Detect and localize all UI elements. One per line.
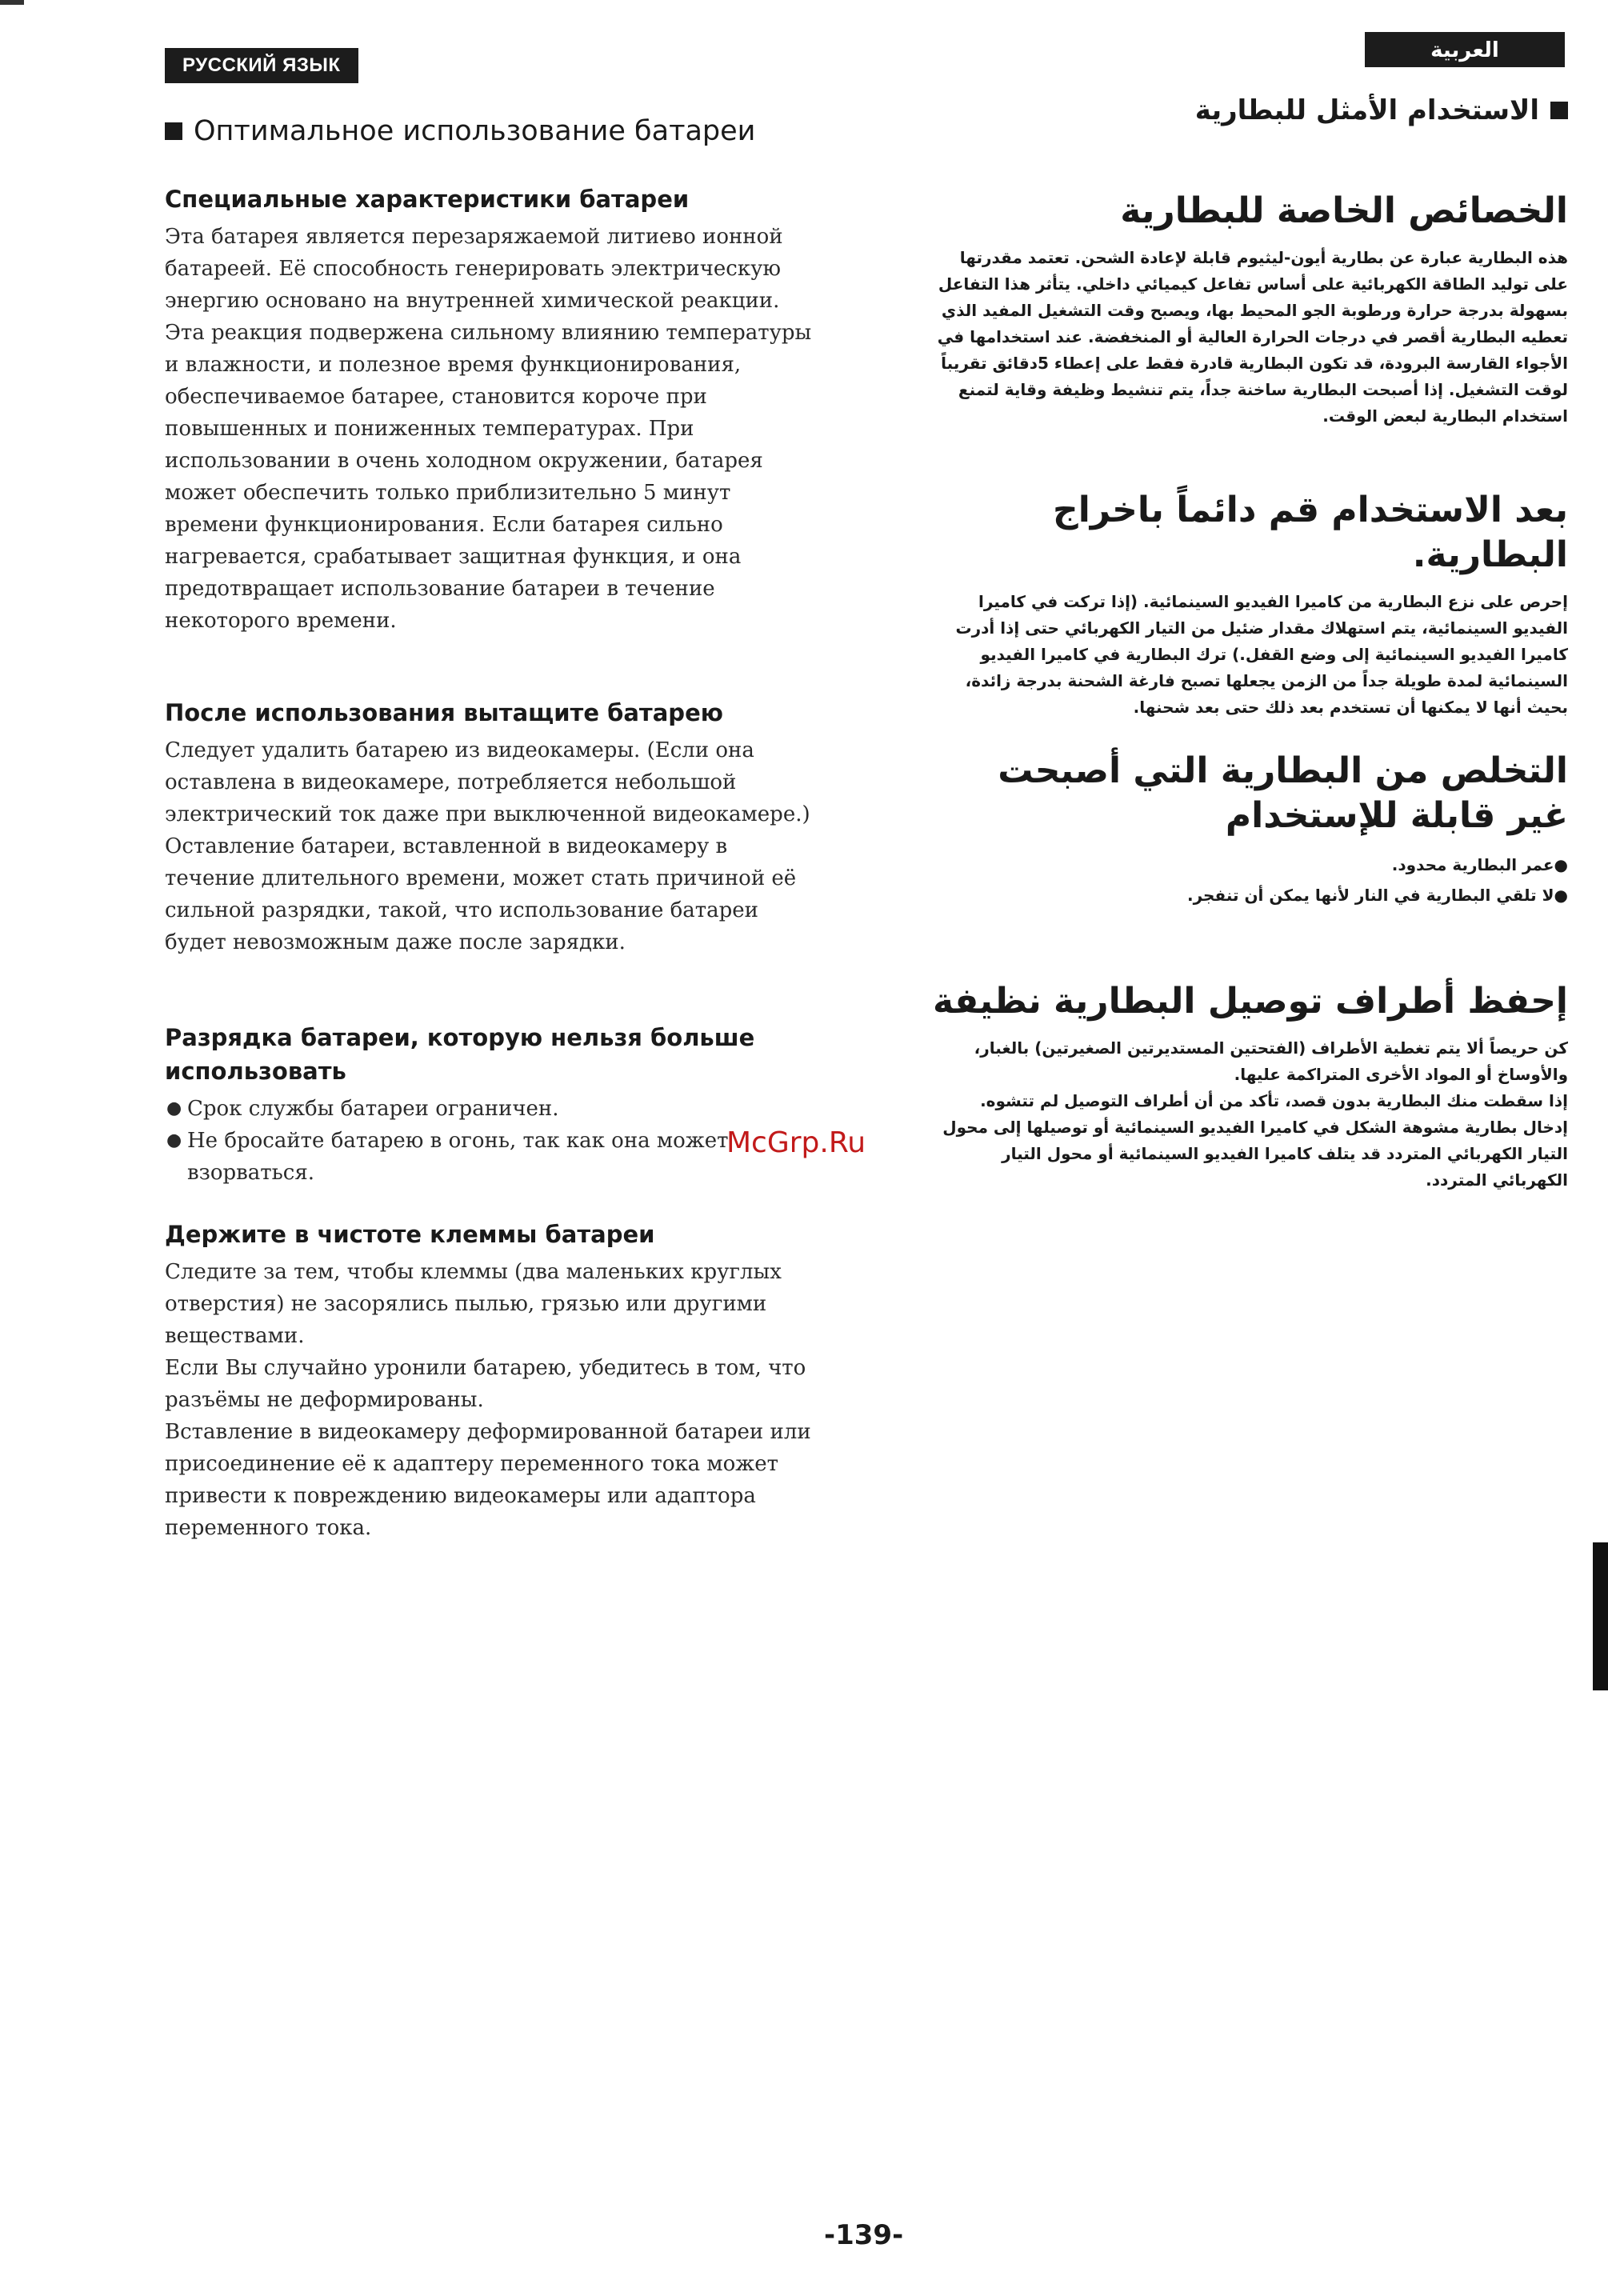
ar-section-heading: الخصائص الخاصة للبطارية: [1120, 190, 1568, 231]
list-item: ● Не бросайте батарею в огонь, так как она может взорваться.: [165, 1125, 813, 1189]
ar-section-text: إدخال بطارية مشوهة الشكل في كاميرا الفيديو السينمائية أو توصيلها إلى محول التيار الكهربائي المتردد قد يتلف كاميرا الفيديو السينمائية أو محول التيار الكهربائي المتردد.: [942, 1118, 1568, 1190]
russian-main-title-text: Оптимальное использование батареи: [194, 115, 756, 147]
ar-section-clean-terminals: [928, 979, 1568, 1194]
ru-bullet-list: [165, 1093, 813, 1189]
ar-section-remove-battery: [928, 488, 1568, 721]
language-tab-russian: РУССКИЙ ЯЗЫК: [165, 48, 358, 83]
ar-section-battery-characteristics: [928, 189, 1568, 430]
ru-section-text: Эта батарея является перезаряжаемой литиево ионной батареей. Её способность генерировать электрическую энергию основано на внутренней химической реакции. Эта реакция подвержена сильному влиянию температуры и влажности, и полезное время функционирования, обеспечиваемое батарее, становится короче при повышенных и пониженных температурах. При использовании в очень холодном окружении, батарея может обеспечить только приблизительно 5 минут времени функционирования. Если батарея сильно нагревается, срабатывает защитная функция, и она предотвращает использование батареи в течение некоторого времени.: [165, 225, 812, 633]
ru-section-text: Следует удалить батарею из видеокамеры. (Если она оставлена в видеокамере, потребляется небольшой электрический ток даже при выключенной видеокамере.) Оставление батареи, вставленной в видеокамеру в течение длительного времени, может стать причиной её сильной разрядки, такой, что использование батареи будет невозможным даже после зарядки.: [165, 738, 810, 954]
ar-bullet-list: [928, 850, 1568, 910]
language-tab-arabic: العربية: [1365, 32, 1565, 67]
square-bullet-icon: [165, 122, 182, 140]
ar-section-heading: بعد الاستخدام قم دائماً باخراج البطارية.: [1052, 490, 1568, 575]
ru-section-heading: Специальные характеристики батареи: [165, 186, 690, 213]
arabic-main-title: [1195, 94, 1568, 126]
list-item: ● Срок службы батареи ограничен.: [165, 1093, 813, 1125]
ar-section-text: كن حريصاً ألا يتم تغطية الأطراف (الفتحتين المستديرتين الصغيرتين) بالغبار، والأوساخ أو المواد الأخرى المتراكمة عليها.: [974, 1038, 1568, 1084]
arabic-main-title-text: الاستخدام الأمثل للبطارية: [1194, 94, 1539, 126]
bullet-dot-icon: ●: [166, 1098, 182, 1118]
ar-section-text: هذه البطارية عبارة عن بطارية أيون-ليثيوم قابلة لإعادة الشحن. تعتمد مقدرتها على توليد الطاقة الكهربائية على أساس تفاعل كيميائي داخلي. يتأثر هذا التفاعل بسهولة بدرجة حرارة ورطوبة الجو المحيط بها، ويصبح وقت التشغيل المفيد الذي تعطيه البطارية أقصر في درجات الحرارة العالية أو المنخفضة. عند استخدامها في الأجواء القارسة البرودة، قد تكون البطارية قادرة فقط على إعطاء 5دقائق تقريباً لوقت التشغيل. إذا أصبحت البطارية ساخنة جداً، يتم تنشيط وظيفة وقاية لتمنع استخدام البطارية لبعض الوقت.: [937, 248, 1568, 426]
bullet-dot-icon: ●: [1554, 855, 1568, 874]
bullet-dot-icon: ●: [166, 1130, 182, 1150]
ru-section-heading: Разрядка батареи, которую нельзя больше использовать: [165, 1024, 755, 1085]
ru-section-text: Если Вы случайно уронили батарею, убедитесь в том, что разъёмы не деформированы.: [165, 1356, 806, 1412]
ar-section-heading: التخلص من البطارية التي أصبحت غير قابلة للإستخدام: [998, 750, 1568, 836]
watermark: McGrp.Ru: [726, 1126, 866, 1159]
ar-section-heading: إحفظ أطراف توصيل البطارية نظيفة: [933, 981, 1568, 1022]
square-bullet-icon: [1550, 102, 1568, 119]
ru-section-clean-terminals: [165, 1218, 813, 1544]
bullet-dot-icon: ●: [1554, 886, 1568, 905]
ru-section-text: Вставление в видеокамеру деформированной батареи или присоединение её к адаптеру переменного тока может привести к повреждению видеокамеры или адаптора переменного тока.: [165, 1420, 811, 1540]
ru-section-text: Следите за тем, чтобы клеммы (два маленьких круглых отверстия) не засорялись пылью, грязью или другими веществами.: [165, 1260, 782, 1348]
ru-section-heading: После использования вытащите батарею: [165, 699, 723, 726]
list-item: ●لا تلقي البطارية في النار لأنها يمكن أن تنفجر.: [1186, 886, 1568, 905]
list-item: ●عمر البطارية محدود.: [1391, 855, 1568, 874]
ru-section-remove-battery: [165, 696, 813, 958]
ru-section-heading: Держите в чистоте клеммы батареи: [165, 1221, 655, 1248]
edge-index-tab: [1593, 1542, 1608, 1690]
ru-section-unusable-battery: [165, 1021, 813, 1189]
ar-section-unusable-battery: [928, 749, 1568, 910]
corner-registration-mark: [0, 0, 24, 5]
ar-section-text: إحرص على نزع البطارية من كاميرا الفيديو السينمائية. (إذا تركت في كاميرا الفيديو السينمائية، يتم استهلاك مقدار ضئيل من التيار الكهربائي حتى إذا أدرت كاميرا الفيديو السينمائية إلى وضع القفل.) ترك البطارية في كاميرا الفيديو السينمائية لمدة طويلة جداً من الزمن يجعلها تصبح فارغة الشحنة بدرجة زائدة، بحيث أنها لا يمكنها أن تستخدم بعد ذلك حتى بعد شحنها.: [955, 592, 1568, 717]
ru-section-battery-characteristics: [165, 182, 813, 637]
page-number: -139-: [824, 2219, 904, 2251]
russian-main-title: [165, 115, 755, 147]
ar-section-text: إذا سقطت منك البطارية بدون قصد، تأكد من أن أطراف التوصيل لم تتشوه.: [980, 1091, 1568, 1110]
